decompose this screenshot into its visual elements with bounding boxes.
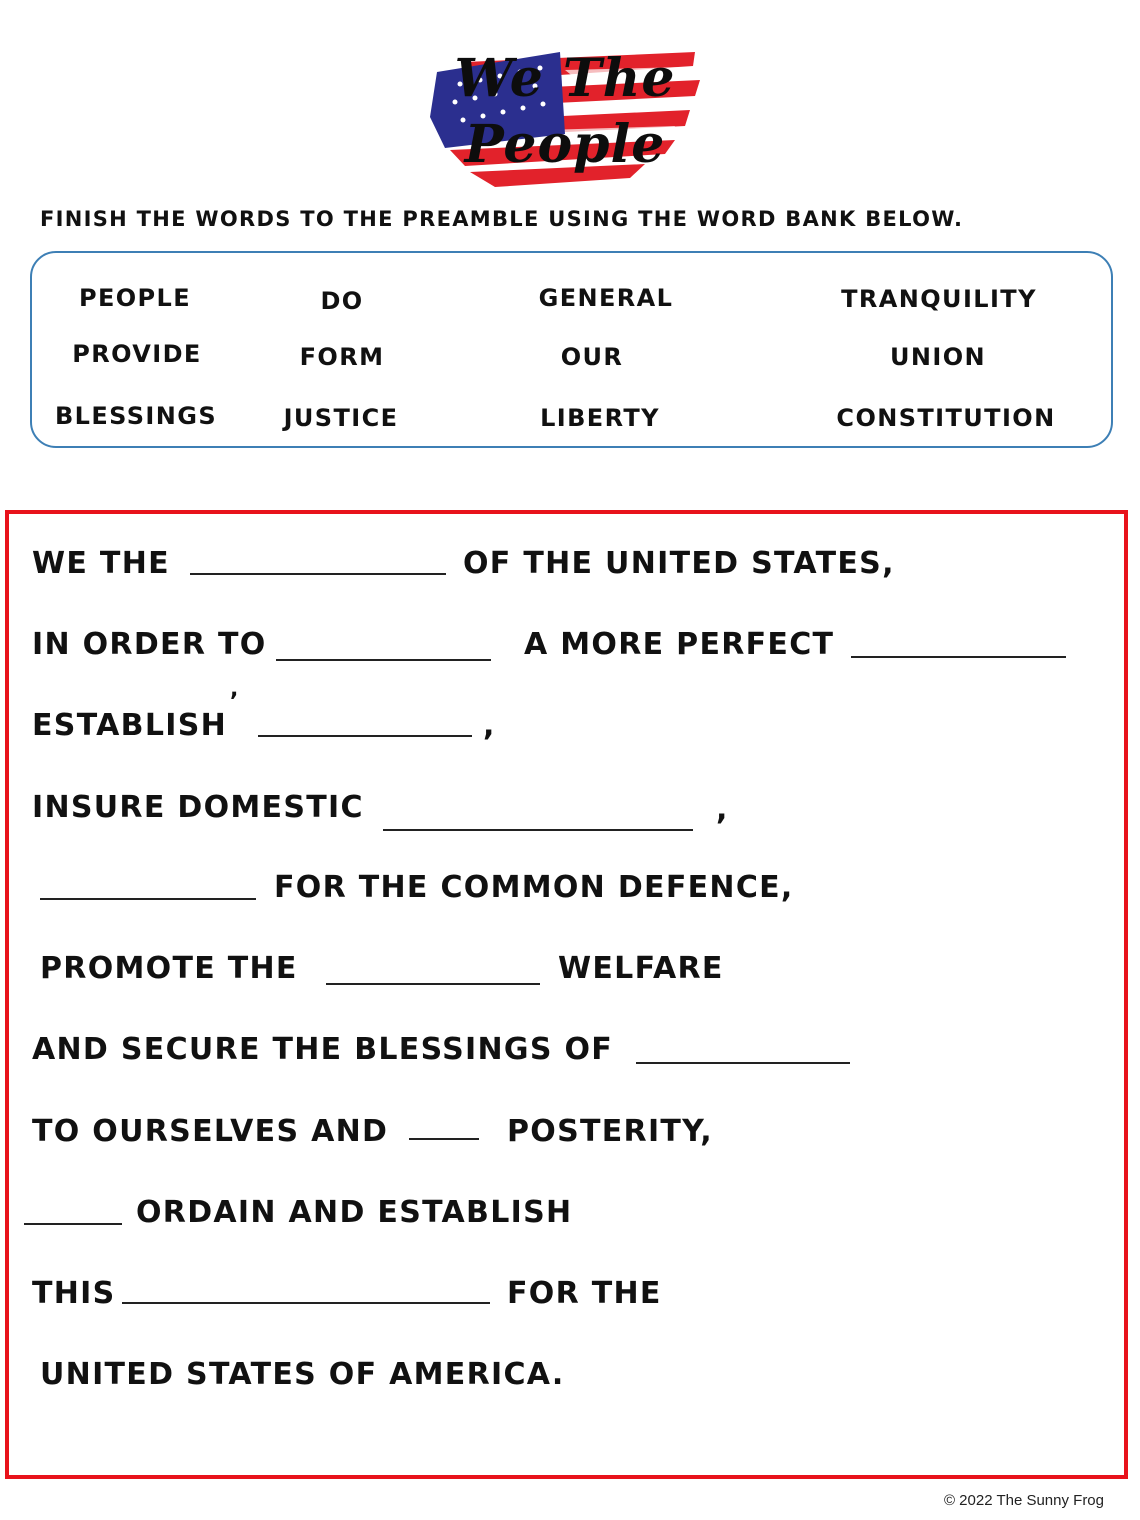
comma-mark: ,	[483, 708, 495, 743]
word-bank-word: UNION	[890, 343, 986, 371]
logo-line-1: We The	[454, 48, 676, 109]
answer-blank[interactable]	[636, 1062, 850, 1064]
preamble-text: FOR THE	[507, 1276, 662, 1311]
word-bank-word: GENERAL	[538, 284, 674, 312]
word-bank-word: LIBERTY	[540, 404, 660, 432]
word-bank-word: TRANQUILITY	[841, 285, 1037, 313]
answer-blank[interactable]	[258, 735, 472, 737]
preamble-text: A MORE PERFECT	[524, 627, 835, 662]
answer-blank[interactable]	[851, 656, 1066, 658]
word-bank-box	[30, 251, 1113, 448]
preamble-text: ORDAIN AND ESTABLISH	[136, 1195, 573, 1230]
we-the-people-logo	[425, 22, 705, 197]
preamble-text: PROMOTE THE	[40, 951, 298, 986]
copyright-footer: © 2022 The Sunny Frog	[943, 1492, 1104, 1509]
logo-line-2: People	[464, 114, 666, 175]
word-bank-word: FORM	[299, 343, 385, 371]
preamble-text: TO OURSELVES AND	[32, 1114, 389, 1149]
answer-blank[interactable]	[409, 1138, 479, 1140]
word-bank-word: CONSTITUTION	[836, 404, 1056, 432]
word-bank-word: PROVIDE	[72, 340, 202, 368]
preamble-text: IN ORDER TO	[32, 627, 267, 662]
preamble-text: UNITED STATES OF AMERICA.	[40, 1357, 565, 1392]
preamble-text: INSURE DOMESTIC	[32, 790, 364, 825]
answer-blank[interactable]	[326, 983, 540, 985]
answer-blank[interactable]	[190, 573, 446, 575]
comma-mark: ,	[230, 677, 239, 702]
answer-blank[interactable]	[122, 1302, 490, 1304]
word-bank-word: PEOPLE	[78, 284, 192, 312]
answer-blank[interactable]	[40, 898, 256, 900]
preamble-text: AND SECURE THE BLESSINGS OF	[32, 1032, 614, 1067]
word-bank-word: BLESSINGS	[54, 402, 218, 430]
answer-blank[interactable]	[276, 659, 491, 661]
answer-blank[interactable]	[24, 1223, 122, 1225]
preamble-text: THIS	[32, 1276, 116, 1311]
preamble-text: FOR THE COMMON DEFENCE,	[274, 870, 794, 905]
preamble-text: ESTABLISH	[32, 708, 228, 743]
word-bank-word: OUR	[560, 343, 624, 371]
preamble-text: WE THE	[32, 546, 170, 581]
preamble-text: POSTERITY,	[507, 1114, 713, 1149]
word-bank-word: DO	[320, 287, 364, 315]
word-bank-word: JUSTICE	[283, 404, 399, 432]
preamble-text: OF THE UNITED STATES,	[463, 546, 895, 581]
comma-mark: ,	[716, 792, 728, 827]
preamble-text: WELFARE	[558, 951, 724, 986]
instruction-text: FINISH THE WORDS TO THE PREAMBLE USING THE WORD BANK BELOW.	[40, 207, 964, 231]
answer-blank[interactable]	[383, 829, 693, 831]
